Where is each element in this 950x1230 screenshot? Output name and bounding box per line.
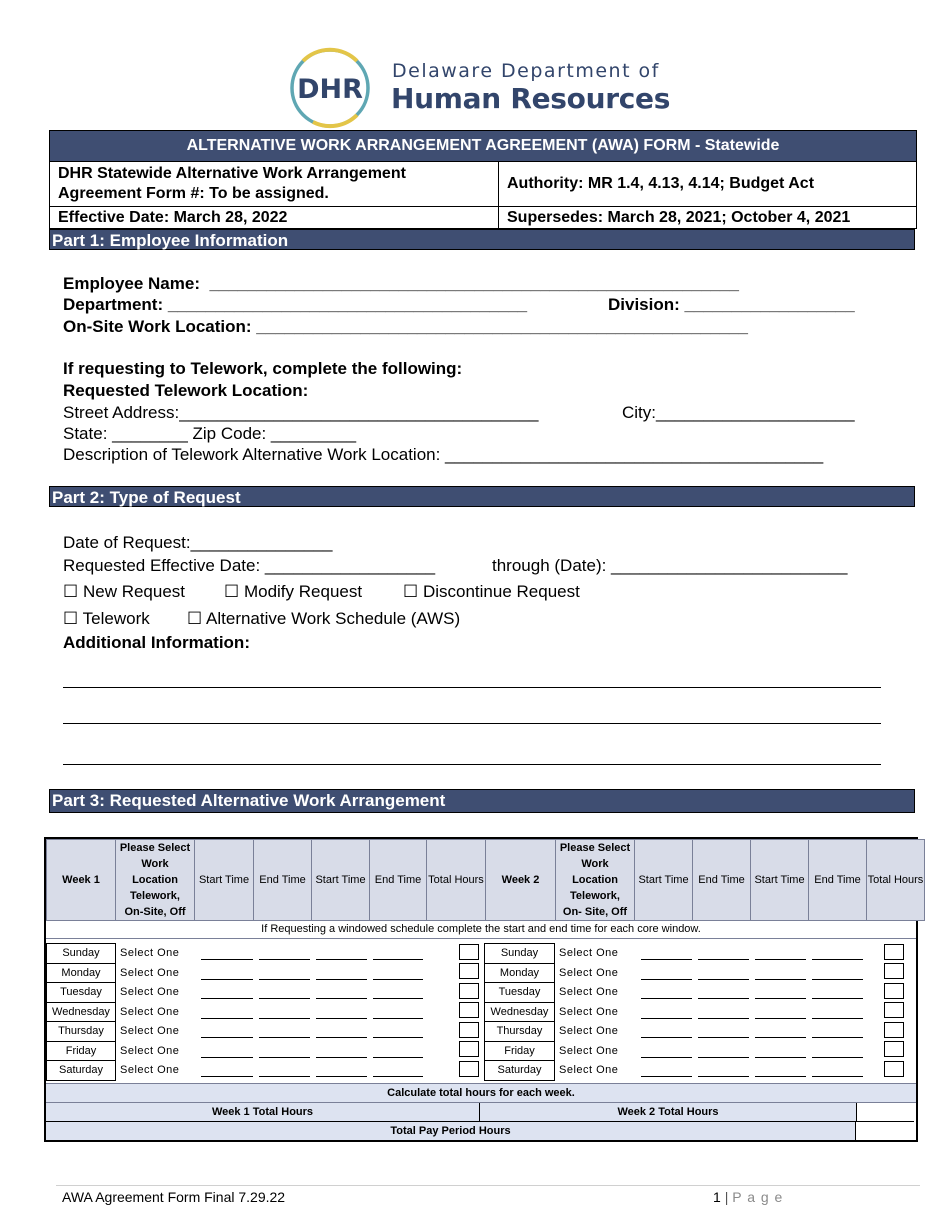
week2-location-select[interactable]: Select One — [559, 986, 619, 999]
telework-description-field[interactable]: Description of Telework Alternative Work Location: ________________________________________ — [63, 445, 824, 464]
part3-title: Part 3: Requested Alternative Work Arrangement — [49, 789, 915, 813]
week1-location-select[interactable]: Select One — [120, 1005, 180, 1018]
authority: Authority: MR 1.4, 4.13, 4.14; Budget Act — [507, 175, 815, 192]
time-entry[interactable] — [370, 983, 426, 1003]
time-entry[interactable] — [638, 1061, 695, 1081]
time-entry[interactable] — [198, 1022, 256, 1042]
dhr-logo — [283, 44, 378, 130]
time-entry[interactable] — [695, 983, 752, 1003]
aws-checkbox[interactable]: ☐ Alternative Work Schedule (AWS) — [187, 609, 461, 628]
time-entry[interactable] — [809, 1041, 866, 1061]
windowed-note: If Requesting a windowed schedule complete the start and end time for each core window. — [46, 921, 916, 939]
week2-day-label: Wednesday — [485, 1002, 555, 1022]
time-entry[interactable] — [695, 1022, 752, 1042]
time-entry[interactable] — [695, 963, 752, 983]
time-entry[interactable] — [256, 944, 313, 964]
page-num: 1 — [713, 1189, 721, 1205]
week2-day-label: Sunday — [485, 944, 555, 964]
city-field[interactable]: City:_____________________ — [622, 403, 855, 422]
week2-day-label: Monday — [485, 963, 555, 983]
week1-location-select[interactable]: Select One — [120, 1064, 180, 1077]
pay-period-total-input[interactable] — [856, 1122, 915, 1140]
telework-location-heading: Requested Telework Location: — [63, 381, 309, 400]
time-entry[interactable] — [313, 1041, 370, 1061]
time-entry[interactable] — [809, 983, 866, 1003]
time-entry[interactable] — [370, 1041, 426, 1061]
week1-day-label: Wednesday — [47, 1002, 116, 1022]
week2-location-select[interactable]: Select One — [559, 1025, 619, 1038]
day-row — [47, 983, 923, 1003]
week1-location-select[interactable]: Select One — [120, 966, 180, 979]
week2-header: Week 2 — [486, 840, 556, 921]
week2-location-select[interactable]: Select One — [559, 966, 619, 979]
time-entry[interactable] — [256, 1061, 313, 1081]
week2-total-label: Week 2 Total Hours — [480, 1103, 857, 1122]
week2-location-header: Please Select Work Location Telework, On- Site, Off — [556, 840, 635, 921]
time-entry[interactable] — [313, 944, 370, 964]
effective-date-field[interactable]: Requested Effective Date: __________________ — [63, 556, 436, 575]
time-entry[interactable] — [638, 963, 695, 983]
additional-info-line-2[interactable] — [63, 723, 881, 724]
w2-start-time-1: Start Time — [635, 840, 693, 921]
form-name-line2: Agreement Form #: To be assigned. — [58, 185, 329, 202]
day-row — [47, 1002, 923, 1022]
week1-hours-box[interactable] — [426, 963, 485, 983]
part1-title: Part 1: Employee Information — [49, 229, 915, 250]
week2-day-label: Tuesday — [485, 983, 555, 1003]
logo-abbr: DHR — [297, 74, 363, 105]
time-entry[interactable] — [370, 1061, 426, 1081]
week2-location-select[interactable]: Select One — [559, 947, 619, 960]
form-name — [50, 162, 499, 206]
time-entry[interactable] — [313, 983, 370, 1003]
time-entry[interactable] — [198, 1041, 256, 1061]
time-entry[interactable] — [752, 1002, 809, 1022]
schedule-table — [44, 837, 924, 1142]
part2-title: Part 2: Type of Request — [49, 486, 915, 507]
day-row — [47, 1041, 923, 1061]
time-entry[interactable] — [256, 1041, 313, 1061]
week1-hours-box[interactable] — [426, 1022, 485, 1042]
time-entry[interactable] — [313, 963, 370, 983]
logo-line2: Human Resources — [391, 82, 671, 115]
w2-start-time-2: Start Time — [751, 840, 809, 921]
w1-total-hours: Total Hours — [427, 840, 486, 921]
time-entry[interactable] — [752, 944, 809, 964]
time-entry[interactable] — [809, 1002, 866, 1022]
logo-line1: Delaware Department of — [392, 60, 660, 82]
week2-hours-box[interactable] — [866, 983, 923, 1003]
week1-location-select[interactable]: Select One — [120, 1044, 180, 1057]
dhr-logo-mark — [283, 44, 378, 130]
page-number: 1 | P a g e — [713, 1189, 784, 1205]
week2-location-select[interactable]: Select One — [559, 1044, 619, 1057]
time-entry[interactable] — [695, 944, 752, 964]
week2-hours-box[interactable] — [866, 1061, 923, 1081]
week1-day-label: Friday — [47, 1041, 116, 1061]
time-entry[interactable] — [313, 1022, 370, 1042]
page-label: P a g e — [732, 1189, 784, 1205]
week1-day-label: Saturday — [47, 1061, 116, 1081]
time-entry[interactable] — [370, 1022, 426, 1042]
pay-period-total-label: Total Pay Period Hours — [46, 1122, 856, 1140]
week2-location-select[interactable]: Select One — [559, 1064, 619, 1077]
additional-info-line-3[interactable] — [63, 764, 881, 765]
w2-total-hours: Total Hours — [867, 840, 925, 921]
week1-day-label: Thursday — [47, 1022, 116, 1042]
footer-rule — [56, 1185, 920, 1186]
week2-location-select[interactable]: Select One — [559, 1005, 619, 1018]
week1-location-header: Please Select Work Location Telework, On-Site, Off — [116, 840, 195, 921]
time-entry[interactable] — [256, 1022, 313, 1042]
time-entry[interactable] — [695, 1002, 752, 1022]
time-entry[interactable] — [638, 944, 695, 964]
time-entry[interactable] — [809, 963, 866, 983]
week1-total-label: Week 1 Total Hours — [46, 1103, 480, 1122]
week1-hours-box[interactable] — [426, 944, 485, 964]
additional-info-line-1[interactable] — [63, 687, 881, 688]
time-entry[interactable] — [198, 983, 256, 1003]
time-entry[interactable] — [752, 1061, 809, 1081]
time-entry[interactable] — [198, 1002, 256, 1022]
w1-end-time-1: End Time — [254, 840, 312, 921]
time-entry[interactable] — [752, 1022, 809, 1042]
form-header — [49, 130, 917, 229]
form-title: ALTERNATIVE WORK ARRANGEMENT AGREEMENT (AWA) FORM - Statewide — [50, 131, 916, 162]
time-entry[interactable] — [695, 1061, 752, 1081]
telework-heading: If requesting to Telework, complete the following: — [63, 359, 463, 378]
day-row — [47, 1061, 923, 1081]
week2-hours-box[interactable] — [866, 1022, 923, 1042]
time-entry[interactable] — [370, 963, 426, 983]
w1-start-time-1: Start Time — [195, 840, 254, 921]
time-entry[interactable] — [809, 944, 866, 964]
time-entry[interactable] — [313, 1002, 370, 1022]
week1-hours-box[interactable] — [426, 1061, 485, 1081]
time-entry[interactable] — [198, 963, 256, 983]
week-total-input[interactable] — [857, 1103, 915, 1122]
week1-day-label: Monday — [47, 963, 116, 983]
time-entry[interactable] — [370, 944, 426, 964]
week1-hours-box[interactable] — [426, 1041, 485, 1061]
day-row — [47, 944, 923, 964]
new-request-checkbox[interactable]: ☐ New Request — [63, 582, 186, 601]
time-entry[interactable] — [752, 983, 809, 1003]
week1-location-select[interactable]: Select One — [120, 986, 180, 999]
week2-hours-box[interactable] — [866, 944, 923, 964]
time-entry[interactable] — [256, 963, 313, 983]
week1-location-select[interactable]: Select One — [120, 1025, 180, 1038]
week2-day-label: Thursday — [485, 1022, 555, 1042]
department-field[interactable]: Department: ______________________________________ — [63, 295, 528, 314]
day-row — [47, 963, 923, 983]
week2-hours-box[interactable] — [866, 963, 923, 983]
week1-day-label: Tuesday — [47, 983, 116, 1003]
calc-note: Calculate total hours for each week. — [46, 1083, 916, 1103]
time-entry[interactable] — [198, 1061, 256, 1081]
time-entry[interactable] — [638, 1022, 695, 1042]
time-entry[interactable] — [752, 963, 809, 983]
week1-day-label: Sunday — [47, 944, 116, 964]
employee-name-field[interactable]: Employee Name: ________________________________________________________ — [63, 274, 739, 293]
modify-request-checkbox[interactable]: ☐ Modify Request — [224, 582, 363, 601]
week2-hours-box[interactable] — [866, 1002, 923, 1022]
telework-checkbox[interactable]: ☐ Telework — [63, 609, 150, 628]
week2-day-label: Saturday — [485, 1061, 555, 1081]
week1-hours-box[interactable] — [426, 983, 485, 1003]
week1-header: Week 1 — [47, 840, 116, 921]
division-field[interactable]: Division: __________________ — [608, 295, 855, 314]
onsite-location-field[interactable]: On-Site Work Location: ____________________________________________________ — [63, 317, 748, 336]
time-entry[interactable] — [638, 1041, 695, 1061]
week2-hours-box[interactable] — [866, 1041, 923, 1061]
time-entry[interactable] — [695, 1041, 752, 1061]
time-entry[interactable] — [256, 983, 313, 1003]
week1-location-select[interactable]: Select One — [120, 947, 180, 960]
form-name-line1: DHR Statewide Alternative Work Arrangement — [58, 165, 406, 182]
discontinue-request-checkbox[interactable]: ☐ Discontinue Request — [403, 582, 580, 601]
time-entry[interactable] — [638, 983, 695, 1003]
through-date-field[interactable]: through (Date): _________________________ — [492, 556, 848, 575]
state-zip-field[interactable]: State: ________ Zip Code: _________ — [63, 424, 357, 443]
w2-end-time-1: End Time — [693, 840, 751, 921]
time-entry[interactable] — [370, 1002, 426, 1022]
effective-date: Effective Date: March 28, 2022 — [50, 207, 499, 228]
time-entry[interactable] — [313, 1061, 370, 1081]
street-address-field[interactable]: Street Address:______________________________________ — [63, 403, 539, 422]
day-row — [47, 1022, 923, 1042]
footer-left: AWA Agreement Form Final 7.29.22 — [62, 1189, 286, 1205]
time-entry[interactable] — [809, 1061, 866, 1081]
week2-day-label: Friday — [485, 1041, 555, 1061]
date-of-request-field[interactable]: Date of Request:_______________ — [63, 533, 333, 552]
time-entry[interactable] — [638, 1002, 695, 1022]
time-entry[interactable] — [256, 1002, 313, 1022]
time-entry[interactable] — [198, 944, 256, 964]
week1-hours-box[interactable] — [426, 1002, 485, 1022]
time-entry[interactable] — [752, 1041, 809, 1061]
time-entry[interactable] — [809, 1022, 866, 1042]
additional-info-label: Additional Information: — [63, 633, 250, 652]
supersedes: Supersedes: March 28, 2021; October 4, 2021 — [507, 209, 851, 226]
w1-start-time-2: Start Time — [312, 840, 370, 921]
w2-end-time-2: End Time — [809, 840, 867, 921]
w1-end-time-2: End Time — [370, 840, 427, 921]
